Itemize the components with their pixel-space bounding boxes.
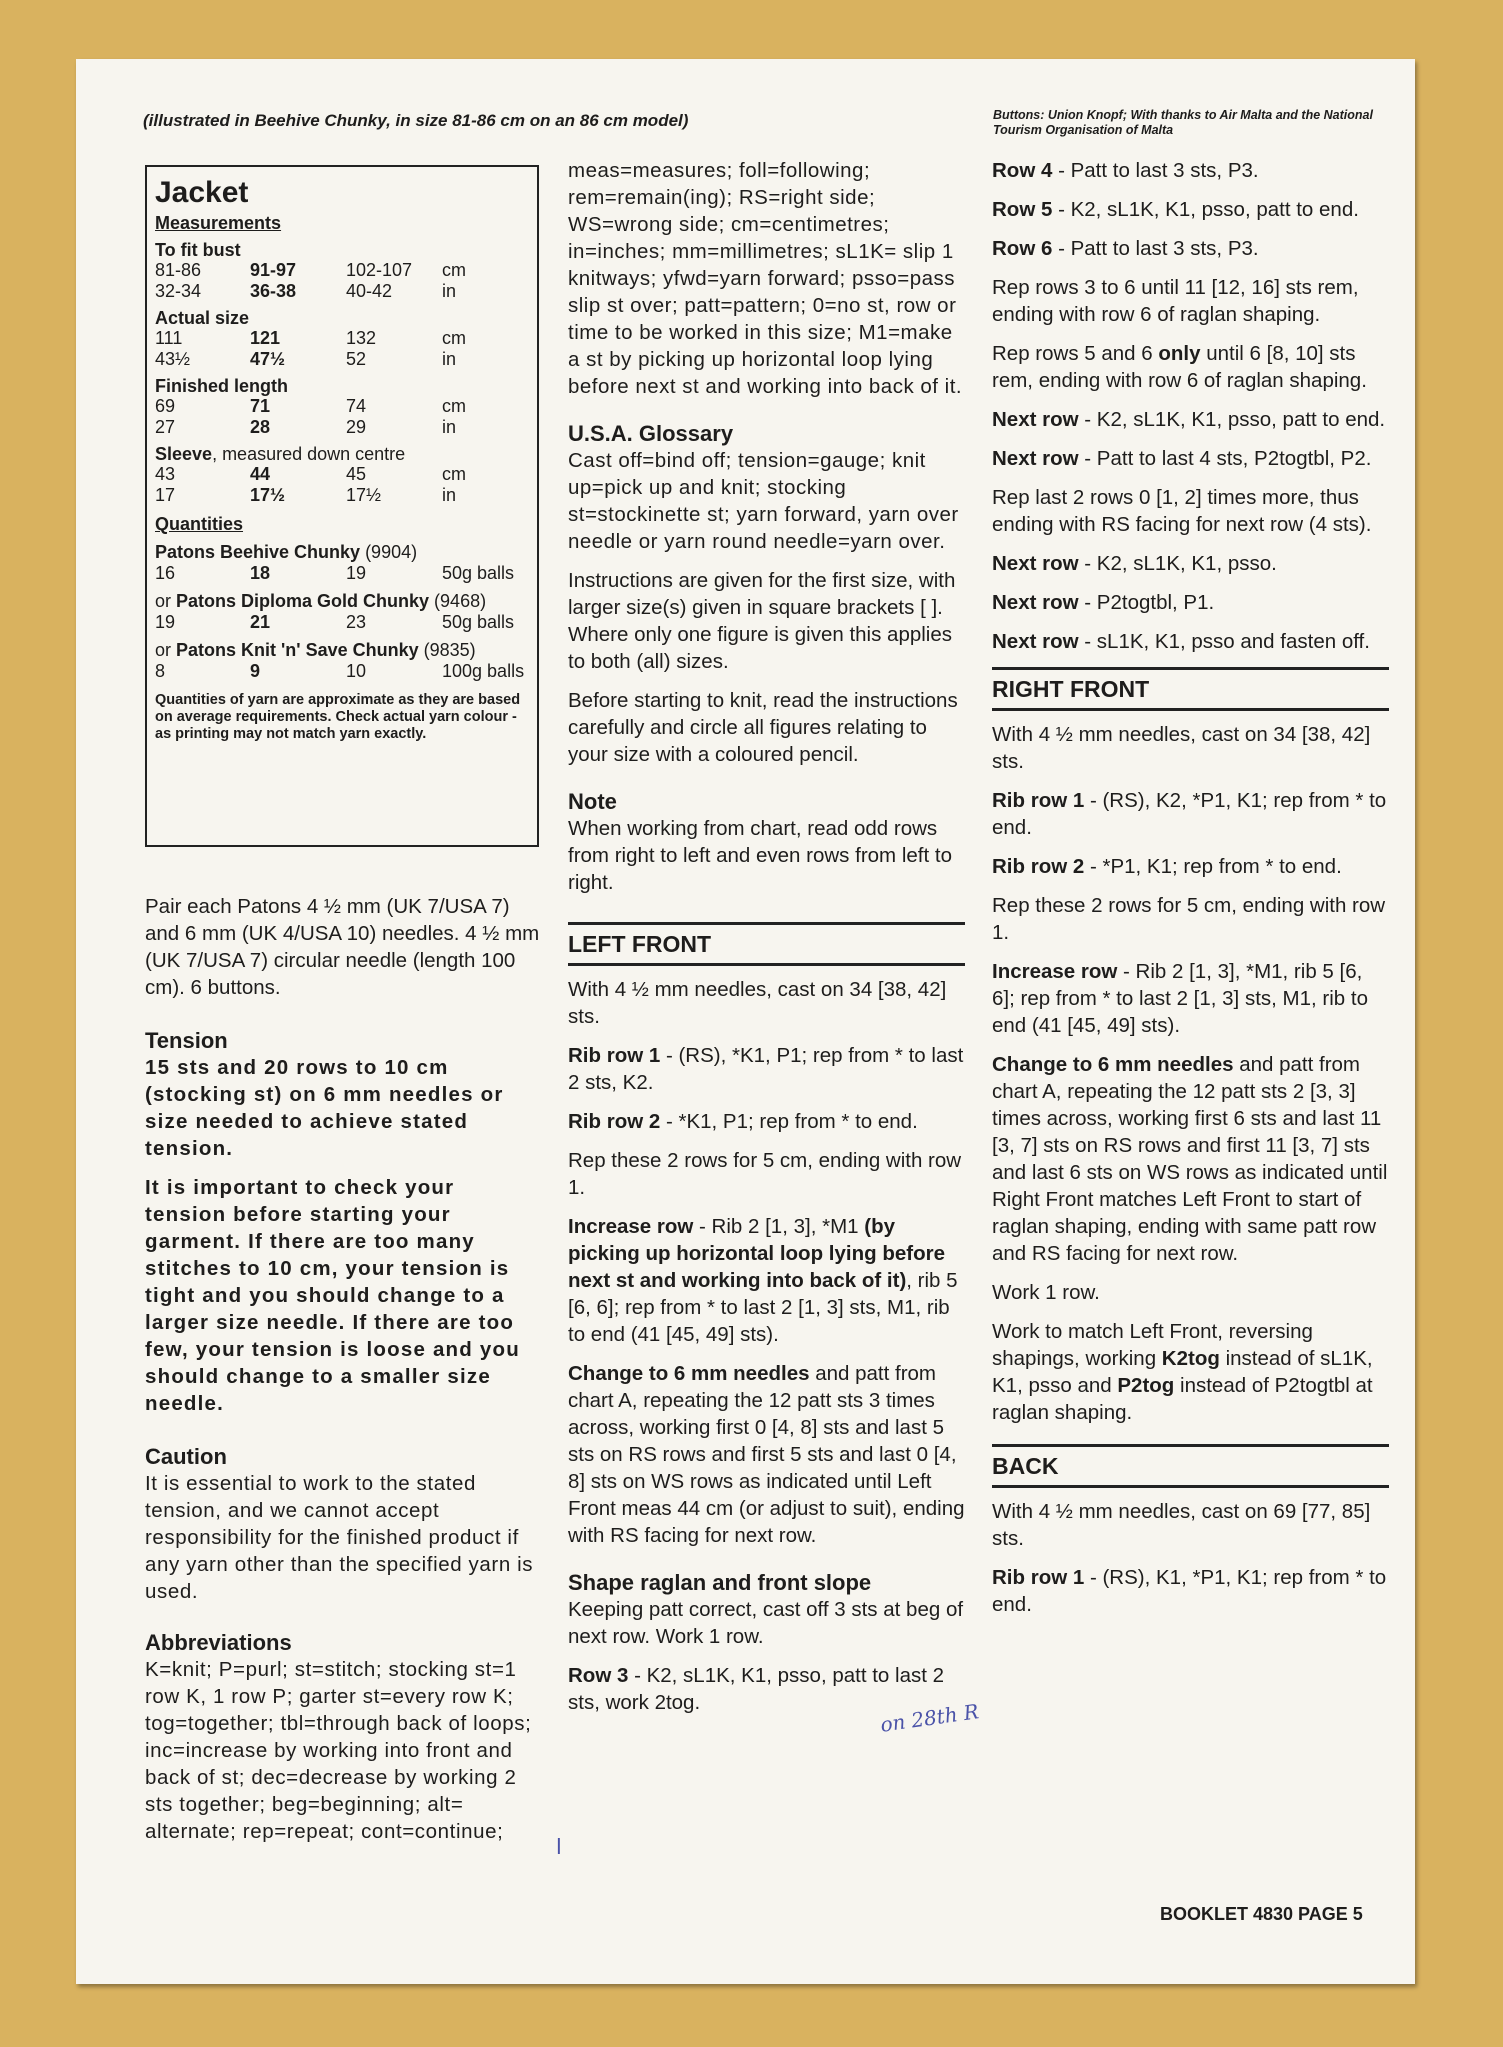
yarn-knit-n-save-qty: 8 9 10 100g balls: [155, 661, 525, 681]
raglan-heading: Shape raglan and front slope: [568, 1570, 872, 1595]
column-1: [145, 893, 542, 1857]
tension-text: 15 sts and 20 rows to 10 cm (stocking st) on 6 mm needles or size needed to achieve stated tension.: [145, 1056, 504, 1160]
yarn-knit-n-save: or Patons Knit 'n' Save Chunky (9835): [155, 640, 476, 660]
finished-row-in: 27 28 29 in: [155, 417, 457, 437]
yarn-diploma: or Patons Diploma Gold Chunky (9468): [155, 591, 487, 611]
lf-increase-row: Increase row - Rib 2 [1, 3], *M1 (by picking up horizontal loop lying before next st and working into back of it), rib 5 [6, 6]; rep from * to last 2 [1, 3] sts, M1, rib to end (41 [45, 49] sts).: [568, 1215, 958, 1346]
note-text: When working from chart, read odd rows from right to left and even rows from left to right.: [568, 817, 952, 894]
row-4: Row 4 - Patt to last 3 sts, P3.: [992, 159, 1259, 182]
usa-glossary-text: Cast off=bind off; tension=gauge; knit up=pick up and knit; stocking st=stockinette st; yarn forward, yarn over needle or yarn round needle=yarn over.: [568, 449, 959, 553]
lf-rep-rows: Rep these 2 rows for 5 cm, ending with row 1.: [568, 1149, 962, 1199]
lf-rib-row-1: Rib row 1 - (RS), *K1, P1; rep from * to last 2 sts, K2.: [568, 1044, 964, 1094]
next-row-1: Next row - K2, sL1K, K1, psso, patt to end.: [992, 408, 1386, 431]
rf-rep-rows: Rep these 2 rows for 5 cm, ending with row 1.: [992, 894, 1386, 944]
pencil-mark-icon: ǀ: [556, 1834, 562, 1859]
quantities-heading: Quantities: [155, 514, 244, 534]
tension-heading: Tension: [145, 1028, 228, 1053]
rf-increase-row: Increase row - Rib 2 [1, 3], *M1, rib 5 [6, 6]; rep from * to last 2 [1, 3] sts, M1, rib to end (41 [45, 49] sts).: [992, 960, 1368, 1037]
rf-rib-row-2: Rib row 2 - *P1, K1; rep from * to end.: [992, 855, 1342, 878]
note-heading: Note: [568, 789, 617, 814]
rep-rows-3-6: Rep rows 3 to 6 until 11 [12, 16] sts rem, ending with row 6 of raglan shaping.: [992, 276, 1359, 326]
left-front-heading: LEFT FRONT: [568, 922, 965, 966]
yarn-note: Quantities of yarn are approximate as they are based on average requirements. Check actual yarn colour - as printing may not match yarn exactly.: [155, 692, 521, 742]
back-heading: BACK: [992, 1444, 1389, 1488]
rf-change-needles: Change to 6 mm needles and patt from chart A, repeating the 12 patt sts 2 [3, 3] times across, working first 6 sts and last 11 [3, 7] sts on RS rows and first 11 [3, 7] sts and last 6 sts on WS rows as indicated until Right Front matches Left Front to start of raglan shaping, ending with same patt row and RS facing for next row.: [992, 1053, 1388, 1265]
yarn-beehive-qty: 16 18 19 50g balls: [155, 563, 515, 583]
row-5: Row 5 - K2, sL1K, K1, psso, patt to end.: [992, 198, 1359, 221]
rf-rib-row-1: Rib row 1 - (RS), K2, *P1, K1; rep from * to end.: [992, 789, 1387, 839]
rep-last-2-rows: Rep last 2 rows 0 [1, 2] times more, thus ending with RS facing for next row (4 sts).: [992, 486, 1372, 536]
page-footer: BOOKLET 4830 PAGE 5: [1160, 1904, 1363, 1924]
abbreviations-heading: Abbreviations: [145, 1630, 292, 1655]
instructions-text: Instructions are given for the first size, with larger size(s) given in square brackets [ ]. Where only one figure is given this applies to both (all) sizes.: [568, 569, 956, 673]
actual-row-in: 43½ 47½ 52 in: [155, 349, 457, 369]
measurements-heading: Measurements: [155, 213, 282, 233]
fit-row-in: 32-34 36-38 40-42 in: [155, 281, 457, 301]
raglan-text: Keeping patt correct, cast off 3 sts at beg of next row. Work 1 row.: [568, 1598, 964, 1648]
next-row-3: Next row - K2, sL1K, K1, psso.: [992, 552, 1277, 575]
sleeve-label: Sleeve, measured down centre: [155, 444, 406, 464]
caution-text: It is essential to work to the stated tension, and we cannot accept responsibility for the finished product if any yarn other than the specified yarn is used.: [145, 1472, 534, 1603]
finished-label: Finished length: [155, 376, 288, 396]
before-starting-text: Before starting to knit, read the instructions carefully and circle all figures relating to your size with a coloured pencil.: [568, 689, 958, 766]
fit-label: To fit bust: [155, 240, 241, 260]
box-title: Jacket: [155, 176, 249, 209]
right-front-heading: RIGHT FRONT: [992, 667, 1389, 711]
back-cast-on: With 4 ½ mm needles, cast on 69 [77, 85] sts.: [992, 1500, 1371, 1550]
rf-work-to-match: Work to match Left Front, reversing shapings, working K2tog instead of sL1K, K1, psso and P2tog instead of P2togtbl at raglan shaping.: [992, 1320, 1373, 1424]
finished-row-cm: 69 71 74 cm: [155, 396, 466, 416]
actual-label: Actual size: [155, 308, 250, 328]
back-rib-row-1: Rib row 1 - (RS), K1, *P1, K1; rep from * to end.: [992, 1566, 1387, 1616]
column-3: [992, 157, 1389, 1630]
important-text: It is important to check your tension before starting your garment. If there are too many stitches to 10 cm, your tension is tight and you should change to a larger size needle. If there are too few, your tension is loose and you should change to a smaller size needle.: [145, 1176, 520, 1415]
column-2: [568, 157, 965, 1728]
yarn-diploma-qty: 19 21 23 50g balls: [155, 612, 515, 632]
abbreviations-continued: meas=measures; foll=following; rem=remain(ing); RS=right side; WS=wrong side; cm=centimetres; in=inches; mm=millimetres; sL1K= slip 1 knitways; yfwd=yarn forward; psso=pass slip st over; patt=pattern; 0=no st, row or time to be worked in this size; M1=make a st by picking up horizontal loop lying before next st and working into back of it.: [568, 159, 963, 398]
next-row-4: Next row - P2togtbl, P1.: [992, 591, 1215, 614]
row-6: Row 6 - Patt to last 3 sts, P3.: [992, 237, 1259, 260]
next-row-2: Next row - Patt to last 4 sts, P2togtbl, P2.: [992, 447, 1372, 470]
needles-text: Pair each Patons 4 ½ mm (UK 7/USA 7) and 6 mm (UK 4/USA 10) needles. 4 ½ mm (UK 7/USA 7) circular needle (length 100 cm). 6 buttons.: [145, 895, 540, 999]
lf-row-3: Row 3 - K2, sL1K, K1, psso, patt to last 2 sts, work 2tog.: [568, 1664, 945, 1714]
usa-glossary-heading: U.S.A. Glossary: [568, 421, 734, 446]
jacket-info-box: [145, 165, 539, 847]
fit-row-cm: 81-86 91-97 102-107 cm: [155, 260, 466, 280]
illustration-caption: (illustrated in Beehive Chunky, in size 81-86 cm on an 86 cm model): [143, 111, 689, 130]
rf-work-1-row: Work 1 row.: [992, 1281, 1100, 1304]
sleeve-row-in: 17 17½ 17½ in: [155, 485, 457, 505]
buttons-credit: Buttons: Union Knopf; With thanks to Air Malta and the National Tourism Organisation of Malta: [993, 108, 1373, 137]
abbreviations-text: K=knit; P=purl; st=stitch; stocking st=1 row K, 1 row P; garter st=every row K; tog=together; tbl=through back of loops; inc=increase by working into front and back of st; dec=decrease by working 2 sts together; beg=beginning; alt= alternate; rep=repeat; cont=continue;: [145, 1658, 532, 1843]
handwritten-note: on 28th R: [878, 1699, 981, 1737]
actual-row-cm: 111 121 132 cm: [155, 328, 466, 348]
lf-cast-on: With 4 ½ mm needles, cast on 34 [38, 42] sts.: [568, 978, 947, 1028]
yarn-beehive: Patons Beehive Chunky (9904): [155, 542, 418, 562]
lf-change-needles: Change to 6 mm needles and patt from chart A, repeating the 12 patt sts 3 times across, working first 0 [4, 8] sts and last 5 sts on RS rows and first 5 sts and last 0 [4, 8] sts on WS rows as indicated until Left Front meas 44 cm (or adjust to suit), ending with RS facing for next row.: [568, 1362, 965, 1547]
next-row-5: Next row - sL1K, K1, psso and fasten off.: [992, 630, 1370, 653]
lf-rib-row-2: Rib row 2 - *K1, P1; rep from * to end.: [568, 1110, 918, 1133]
rep-rows-5-6: Rep rows 5 and 6 only until 6 [8, 10] sts rem, ending with row 6 of raglan shaping.: [992, 342, 1367, 392]
caution-heading: Caution: [145, 1444, 227, 1469]
rf-cast-on: With 4 ½ mm needles, cast on 34 [38, 42] sts.: [992, 723, 1371, 773]
sleeve-row-cm: 43 44 45 cm: [155, 464, 466, 484]
